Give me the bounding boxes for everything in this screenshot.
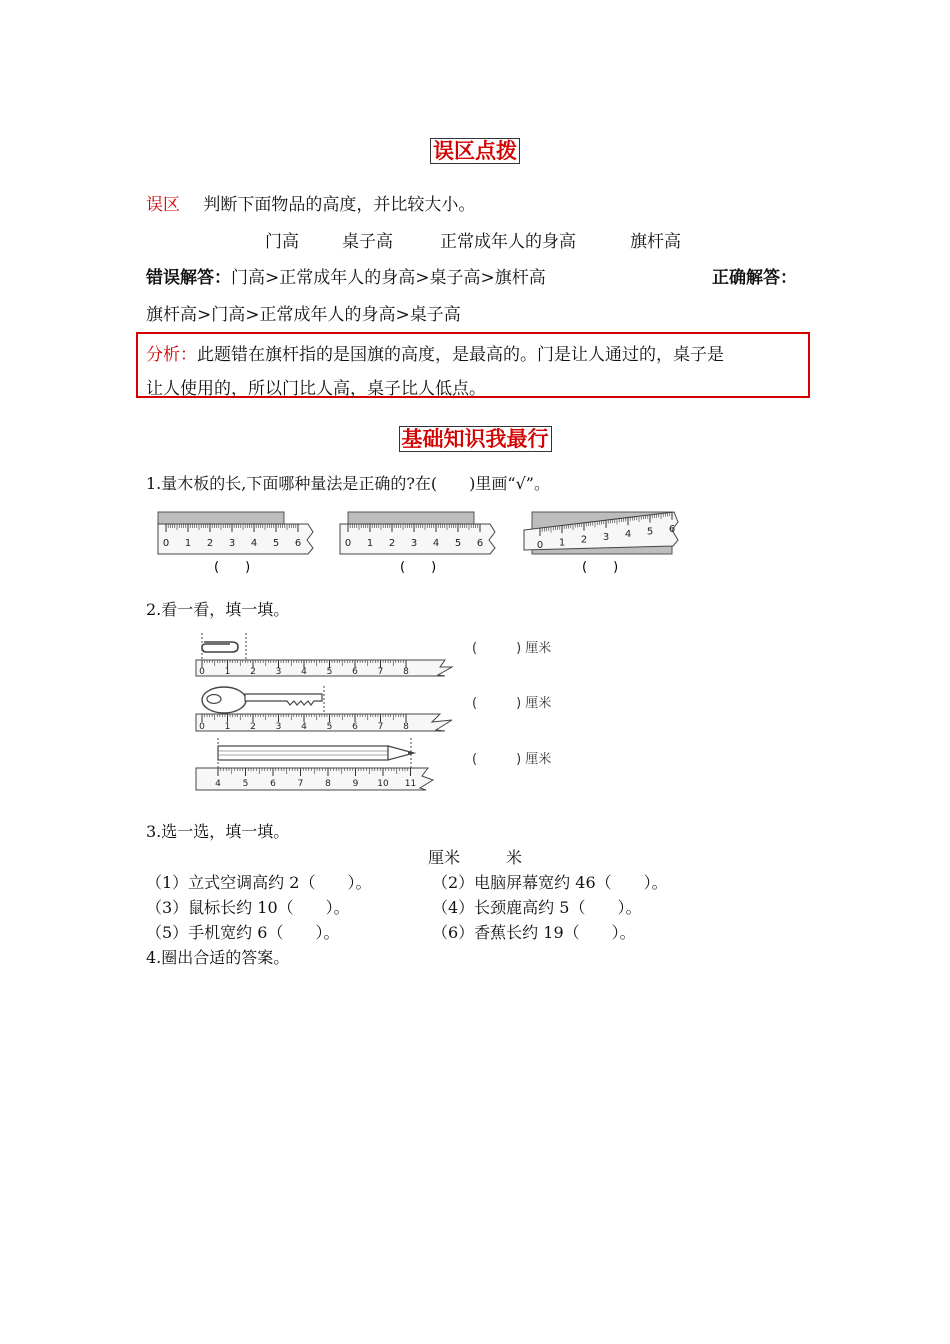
ruler-tick-label: 2 bbox=[250, 722, 256, 732]
ruler-tick-label: 1 bbox=[558, 537, 566, 549]
ruler-tick-label: 9 bbox=[352, 779, 359, 789]
q3-item-5[interactable]: （5）手机宽约 6（ ）。 bbox=[146, 923, 340, 942]
ruler-tick-label: 1 bbox=[366, 538, 374, 549]
analysis-text-1: 此题错在旗杆指的是国旗的高度，是最高的。门是让人通过的，桌子是 bbox=[197, 345, 724, 365]
ruler-tick-label: 1 bbox=[184, 538, 192, 549]
ruler-tick-label: 3 bbox=[410, 538, 418, 549]
q3-item-6[interactable]: （6）香蕉长约 19（ ）。 bbox=[432, 923, 636, 942]
mistake-question bbox=[146, 190, 475, 215]
ruler-tick-label: 0 bbox=[162, 538, 170, 549]
item-flagpole: 旗杆高 bbox=[630, 232, 681, 252]
q3-option-m: 米 bbox=[506, 848, 523, 867]
ruler-tick-label: 0 bbox=[199, 722, 205, 732]
q3-text: 3.选一选，填一填。 bbox=[146, 822, 290, 841]
ruler-tick-label: 7 bbox=[377, 722, 384, 732]
ruler-tick-label: 11 bbox=[404, 779, 417, 789]
q3-item-4[interactable]: （4）长颈鹿高约 5（ ）。 bbox=[432, 898, 642, 917]
q1-option-c-figure bbox=[524, 512, 678, 554]
q3-item-3[interactable]: （3）鼠标长约 10（ ）。 bbox=[146, 898, 350, 917]
item-door: 门高 bbox=[265, 232, 299, 252]
ruler-tick-label: 3 bbox=[602, 531, 610, 543]
ruler-tick-label: 5 bbox=[272, 538, 280, 549]
q1-option-b-figure bbox=[340, 512, 495, 554]
q3-item-1[interactable]: （1）立式空调高约 2（ ）。 bbox=[146, 873, 372, 892]
q2-figure bbox=[190, 630, 460, 795]
item-adult: 正常成年人的身高 bbox=[440, 232, 576, 252]
ruler-tick-label: 6 bbox=[476, 538, 484, 549]
right-answer-text: 旗杆高>门高>正常成年人的身高>桌子高 bbox=[146, 305, 461, 325]
ruler-tick-label: 2 bbox=[580, 534, 588, 546]
section-title-row bbox=[0, 138, 950, 164]
q3-item-2[interactable]: （2）电脑屏幕宽约 46（ ）。 bbox=[432, 873, 668, 892]
pencil-icon bbox=[218, 738, 414, 768]
ruler-tick-label: 4 bbox=[250, 538, 258, 549]
ruler-tick-label: 6 bbox=[270, 779, 276, 789]
ruler-2-shape bbox=[196, 714, 452, 731]
ruler-tick-label: 6 bbox=[668, 523, 676, 535]
ruler-tick-label: 2 bbox=[388, 538, 396, 549]
q2-answer-1[interactable]: ( ) 厘米 bbox=[472, 641, 552, 656]
right-answer-label: 正确解答： bbox=[712, 268, 797, 288]
ruler-tick-label: 10 bbox=[377, 779, 389, 789]
ruler-tick-label: 8 bbox=[325, 779, 331, 789]
wrong-answer-text: 门高>正常成年人的身高>桌子高>旗杆高 bbox=[231, 268, 546, 288]
ruler-tick-label: 0 bbox=[344, 538, 352, 549]
section-title-basics: 基础知识我最行 bbox=[399, 426, 552, 452]
ruler-tick-label: 3 bbox=[275, 667, 282, 677]
ruler-tick-label: 5 bbox=[326, 667, 333, 677]
ruler-tick-label: 4 bbox=[624, 529, 632, 541]
ruler-tick-label: 6 bbox=[294, 538, 302, 549]
ruler-tick-label: 1 bbox=[224, 667, 231, 677]
q2-text: 2.看一看，填一填。 bbox=[146, 600, 290, 619]
ruler-tick-label: 4 bbox=[432, 538, 440, 549]
ruler-tick-label: 8 bbox=[403, 667, 409, 677]
q1-answer-b[interactable]: ( ) bbox=[400, 560, 437, 575]
ruler-tick-label: 5 bbox=[454, 538, 462, 549]
section-title-row-2 bbox=[0, 426, 950, 452]
section-title-mistakes: 误区点拨 bbox=[430, 138, 520, 164]
ruler-tick-label: 0 bbox=[199, 667, 205, 677]
ruler-tick-label: 8 bbox=[403, 722, 409, 732]
ruler-tick-label: 5 bbox=[326, 722, 333, 732]
q2-answer-3[interactable]: ( ) 厘米 bbox=[472, 752, 552, 767]
wrong-answer-line bbox=[146, 263, 546, 288]
q1-option-a-figure bbox=[158, 512, 313, 554]
ruler-tick-label: 2 bbox=[250, 667, 256, 677]
ruler-tick-label: 6 bbox=[352, 667, 358, 677]
ruler-tick-label: 4 bbox=[301, 722, 307, 732]
ruler-tick-label: 7 bbox=[297, 779, 304, 789]
item-desk: 桌子高 bbox=[342, 232, 393, 252]
q4-text: 4.圈出合适的答案。 bbox=[146, 948, 290, 967]
q3-option-cm: 厘米 bbox=[428, 848, 461, 867]
ruler-tick-label: 3 bbox=[275, 722, 282, 732]
ruler-tick-label: 6 bbox=[352, 722, 358, 732]
ruler-tick-label: 1 bbox=[224, 722, 231, 732]
wrong-answer-label: 错误解答： bbox=[146, 268, 231, 288]
mistake-question-text: 判断下面物品的高度，并比较大小。 bbox=[203, 195, 476, 215]
ruler-tick-label: 3 bbox=[228, 538, 236, 549]
analysis-label: 分析： bbox=[146, 345, 197, 365]
paper-clip-icon bbox=[202, 633, 246, 660]
q1-answer-c[interactable]: ( ) bbox=[582, 560, 619, 575]
ruler-tick-label: 5 bbox=[646, 526, 654, 538]
q1-text: 1.量木板的长,下面哪种量法是正确的?在( )里画“√”。 bbox=[146, 474, 550, 493]
q1-answer-a[interactable]: ( ) bbox=[214, 560, 251, 575]
key-icon bbox=[202, 686, 324, 716]
ruler-shape bbox=[158, 524, 313, 554]
ruler-1-shape bbox=[196, 660, 452, 676]
ruler-shape bbox=[340, 524, 495, 554]
analysis-line-1 bbox=[146, 340, 724, 365]
ruler-tick-label: 0 bbox=[536, 540, 544, 551]
ruler-tick-label: 4 bbox=[215, 779, 221, 789]
ruler-tick-label: 2 bbox=[206, 538, 214, 549]
ruler-tick-label: 7 bbox=[377, 667, 384, 677]
analysis-text-2: 让人使用的，所以门比人高，桌子比人低点。 bbox=[146, 379, 486, 399]
ruler-tick-label: 5 bbox=[242, 779, 249, 789]
ruler-tick-label: 4 bbox=[301, 667, 307, 677]
q1-figure bbox=[150, 502, 690, 577]
q2-answer-2[interactable]: ( ) 厘米 bbox=[472, 696, 552, 711]
mistake-tag: 误区 bbox=[146, 195, 180, 215]
